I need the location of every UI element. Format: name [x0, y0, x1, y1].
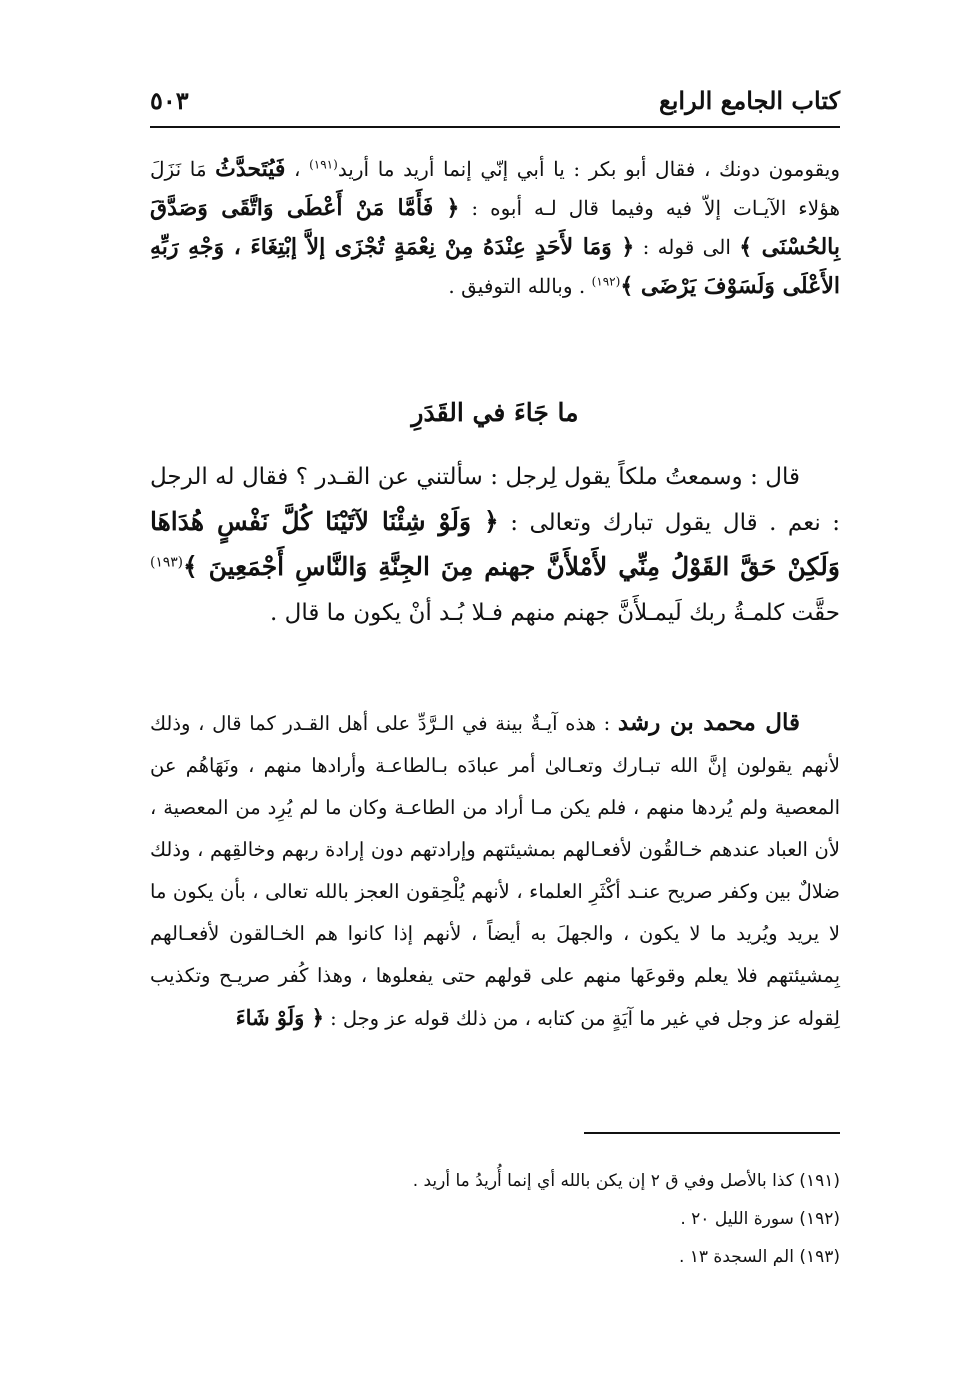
text-run: الى قوله :	[634, 235, 740, 259]
footnote-192: (١٩٢) سورة الليل ٢٠ .	[680, 1209, 840, 1229]
page-header	[150, 86, 840, 126]
paragraph-2	[150, 455, 840, 635]
paragraph-3	[150, 702, 840, 1040]
quran-quote: ﴿ وَلَوْ شَاءَ	[235, 1005, 324, 1030]
page-number: ٥٠٣	[150, 86, 189, 115]
footnotes	[150, 1162, 840, 1276]
quran-quote: ﴿ وَمَا لأَحَدٍ عِنْدَهُ مِنْ نِعْمَةٍ تُجْزَى إلاَّ إبْتِغَاءَ ، وَجْهِ رَبِّهِ الأَعْلَى وَلَسَوْفَ يَرْضَى ﴾	[150, 234, 840, 299]
quran-quote: ﴿ فَأَمَّا مَنْ أَعْطَى وَاتَّقَى وَصَدَّقَ بِالحُسْنَى ﴾	[150, 195, 840, 260]
speaker-lead: قال محمد بن رشد	[617, 709, 800, 736]
paragraph-1	[150, 150, 840, 306]
footnote-ref-192: (١٩٢)	[591, 274, 621, 289]
footnote-191: (١٩١) كذا بالأصل وفي ق ٢ إن يكن بالله أي إنما أُريدُ ما أريد .	[412, 1171, 840, 1191]
emphasized-word: فَيُتَحدَّثُ	[215, 156, 286, 182]
text-run: ،	[285, 157, 310, 181]
header-rule	[150, 126, 840, 128]
text-run: قال : وسمعتُ ملكاً يقول لِرجل : سألتني عن القـدر ؟ فقال له الرجل : نعم . قال يقول تبارك وتعالى :	[150, 464, 840, 536]
text-run: حقَّت كلمـةُ ربك لَيمـلأَنَّ جهنم منهم فـلا بُـد أنْ يكون ما قال .	[269, 599, 840, 626]
footnote-ref-193: (١٩٣)	[150, 554, 184, 571]
footnote-193: (١٩٣) الم السجدة ١٣ .	[678, 1247, 840, 1267]
text-run: . وبالله التوفيق .	[448, 274, 592, 298]
footnote-separator	[584, 1132, 840, 1134]
footnote-ref-191: (١٩١)	[309, 157, 338, 172]
quran-quote: ﴿ وَلَوْ شِئْنَا لآتَيْنَا كُلَّ نَفْسٍ هُدَاهَا وَلَكِنْ حَقَّ القَوْلُ مِنِّي لأَمْلأَنَّ جهنم مِنَ الجِنَّةِ وَالنَّاسِ أَجْمَعِينَ ﴾	[150, 506, 840, 581]
text-run: مَا نَزَلَ هؤلاء الآيـات إلاّ فيه وفيما قال لـه أبوه :	[150, 157, 840, 220]
text-run: : هذه آيـةٌ بينة في الـرَّدِّ على أهل القـدر كما قال ، وذلك لأنهم يقولون إنَّ الله تبـارك وتعـالىٰ أمر عبادَه بـالطاعـة وأرادها منهم ، ونَهَاهُم عن المعصية ولم يُردها منهم ، فلم يكن مـا أراد من الطاعـة وكان ما لم يُرِد من المعصية ، لأن العباد عندهم خـالقُون لأفعـالهم بمشيئتهم وإرادتهم دون إرادة ربهم وخالقِهم ، وذلك ضلالٌ بين وكفر صريح عنـد أكْثَرِ العلماء ، لأنهم يُلْحِقون العجز بالله تعالى ، بأن يكون ما لا يريد ويُريد ما لا يكون ، والجهلَ به أيضاً ، لأنهم إذا كانوا هم الخـالقون لأفعـالهم بِمشيئتهم فلا يعلم وقوعَها منهم على قولهم حتى يفعلوها ، وهذا كُفر صريـح وتكذيب لِقوله عز وجل في غير ما آيَةٍ من كتابه ، من ذلك قوله عز وجل :	[150, 712, 840, 1030]
text-run: ويقومون دونك ، فقال أبو بكر : يا أبي إنّي إنما أريد ما أريد	[337, 157, 841, 181]
running-title: كتاب الجامع الرابع	[658, 86, 840, 115]
section-heading: ما جَاءَ في القَدَرِ	[411, 398, 579, 427]
